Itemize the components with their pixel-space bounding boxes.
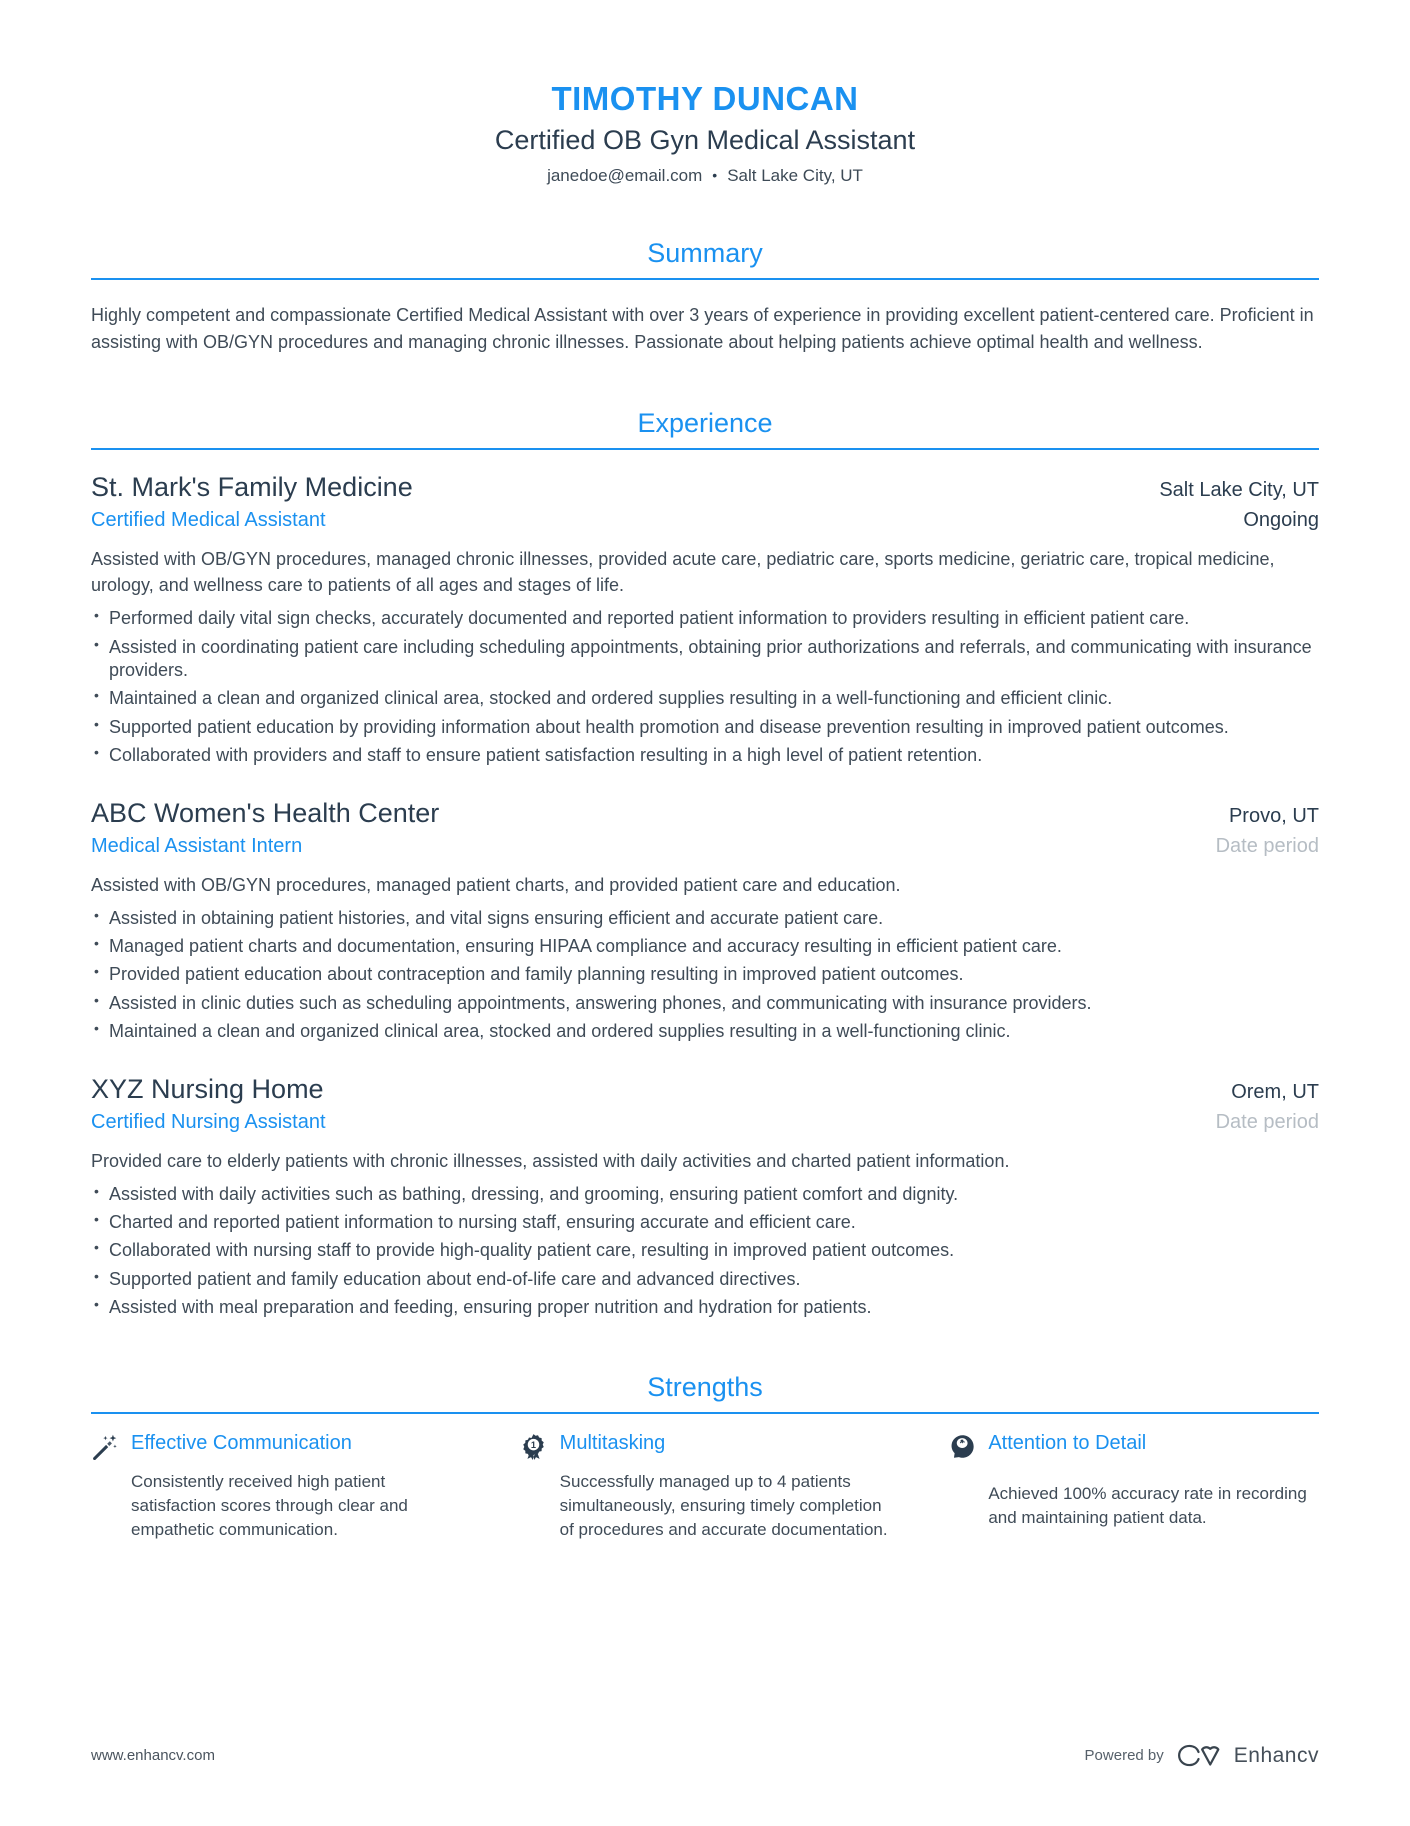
job-bullet: • Maintained a clean and organized clinical area, stocked and ordered supplies resulting in a well-functioning and efficient clinic. [91,687,1319,710]
summary-heading: Summary [647,238,763,268]
enhancv-brand-name[interactable]: Enhancv [1233,1743,1319,1767]
mind-icon [948,1433,975,1460]
job-bullet: • Collaborated with nursing staff to provide high-quality patient care, resulting in improved patient outcomes. [91,1239,1319,1262]
company-name: St. Mark's Family Medicine [91,472,413,502]
job-bullet: • Supported patient and family education about end-of-life care and advanced directives. [91,1268,1319,1291]
strength-description: Successfully managed up to 4 patients simultaneously, ensuring timely completion of procedures and accurate documentation. [559,1471,888,1539]
job-bullet: • Charted and reported patient information to nursing staff, ensuring accurate and efficient care. [91,1211,1319,1234]
contact-email[interactable]: janedoe@email.com [547,166,703,185]
job-bullet: • Assisted with meal preparation and feeding, ensuring proper nutrition and hydration for patients. [91,1296,1319,1319]
job-bullet: • Maintained a clean and organized clinical area, stocked and ordered supplies resulting in a well-functioning clinic. [91,1020,1319,1043]
summary-section [91,238,1319,356]
job-bullet: • Provided patient education about contraception and family planning resulting in improved patient outcomes. [91,963,1319,986]
job-bullet: • Managed patient charts and documentation, ensuring HIPAA compliance and accuracy resulting in efficient patient care. [91,935,1319,958]
job-title: Certified OB Gyn Medical Assistant [494,125,916,155]
magic-wand-icon [91,1433,118,1460]
job-bullet: • Performed daily vital sign checks, accurately documented and reported patient information to providers resulting in efficient patient care. [91,607,1319,630]
strengths-heading: Strengths [647,1371,763,1402]
enhancv-logo-icon[interactable] [1176,1743,1222,1768]
strength-description: Achieved 100% accuracy rate in recording and maintaining patient data. [988,1483,1307,1527]
strengths-section [91,1372,1319,1542]
strengths-grid [91,1432,1319,1542]
job-location: Orem, UT [1231,1080,1319,1103]
medal-icon [520,1433,547,1460]
company-name: XYZ Nursing Home [91,1073,324,1104]
job-bullet: • Assisted in coordinating patient care including scheduling appointments, obtaining prior authorizations and referrals, and communicating with insurance providers. [91,636,1319,683]
job-location: Provo, UT [1228,804,1319,827]
section-divider [91,278,1319,280]
role-title: Certified Medical Assistant [91,509,326,531]
job-bullet: • Assisted in clinic duties such as scheduling appointments, answering phones, and communicating with insurance providers. [91,992,1319,1015]
powered-by-group [1085,1743,1319,1768]
job-description: Assisted with OB/GYN procedures, managed chronic illnesses, provided acute care, pediatric care, sports medicine, geriatric care, tropical medicine, urology, and wellness care to patients of all ages and stages of life. [91,549,1275,596]
summary-text: Highly competent and compassionate Certified Medical Assistant with over 3 years of experience in providing excellent patient-centered care. Proficient in assisting with OB/GYN procedures and managing chronic illnesses. Passionate about helping patients achieve optimal health and wellness. [91,305,1314,352]
job-description: Provided care to elderly patients with chronic illnesses, assisted with daily activities and charted patient information. [91,1150,1010,1171]
strength-description: Consistently received high patient satisfaction scores through clear and empathetic communication. [131,1471,408,1539]
strength-item [948,1432,1319,1542]
job-period: Date period [1215,834,1319,857]
role-title: Medical Assistant Intern [91,834,303,857]
strength-item [520,1432,891,1542]
powered-by-label: Powered by [1084,1747,1164,1764]
experience-section [91,408,1319,1320]
page-footer [91,1743,1319,1768]
section-divider [91,1412,1319,1414]
experience-entry [91,798,1319,1044]
section-divider [91,448,1319,450]
job-period: Ongoing [1243,509,1319,531]
contact-separator-dot: • [712,167,718,183]
experience-entry [91,1074,1319,1320]
contact-line [91,166,1319,186]
job-bullet: • Collaborated with providers and staff to ensure patient satisfaction resulting in a high level of patient retention. [91,744,1319,767]
enhancv-website-link[interactable]: www.enhancv.com [91,1747,215,1764]
experience-entry [91,472,1319,768]
experience-heading: Experience [637,408,773,438]
job-bullet: • Assisted with daily activities such as bathing, dressing, and grooming, ensuring patient comfort and dignity. [91,1183,1319,1206]
job-bullet: • Supported patient education by providing information about health promotion and disease prevention resulting in improved patient outcomes. [91,716,1319,739]
job-bullet-list [91,1183,1319,1320]
strength-title: Attention to Detail [988,1431,1147,1454]
role-title: Certified Nursing Assistant [91,1110,326,1133]
job-location: Salt Lake City, UT [1159,479,1319,501]
strength-title: Multitasking [559,1431,666,1454]
resume-header [91,80,1319,186]
strength-title: Effective Communication [131,1431,352,1454]
svg-text:1: 1 [530,1439,536,1450]
job-bullet: • Assisted in obtaining patient histories, and vital signs ensuring efficient and accurate patient care. [91,907,1319,930]
job-bullet-list [91,607,1319,767]
job-bullet-list [91,907,1319,1044]
strength-item [91,1432,462,1542]
company-name: ABC Women's Health Center [91,797,440,828]
job-description: Assisted with OB/GYN procedures, managed patient charts, and provided patient care and education. [91,874,901,895]
person-name: TIMOTHY DUNCAN [551,80,859,117]
job-period: Date period [1215,1110,1319,1133]
contact-location: Salt Lake City, UT [727,166,863,185]
